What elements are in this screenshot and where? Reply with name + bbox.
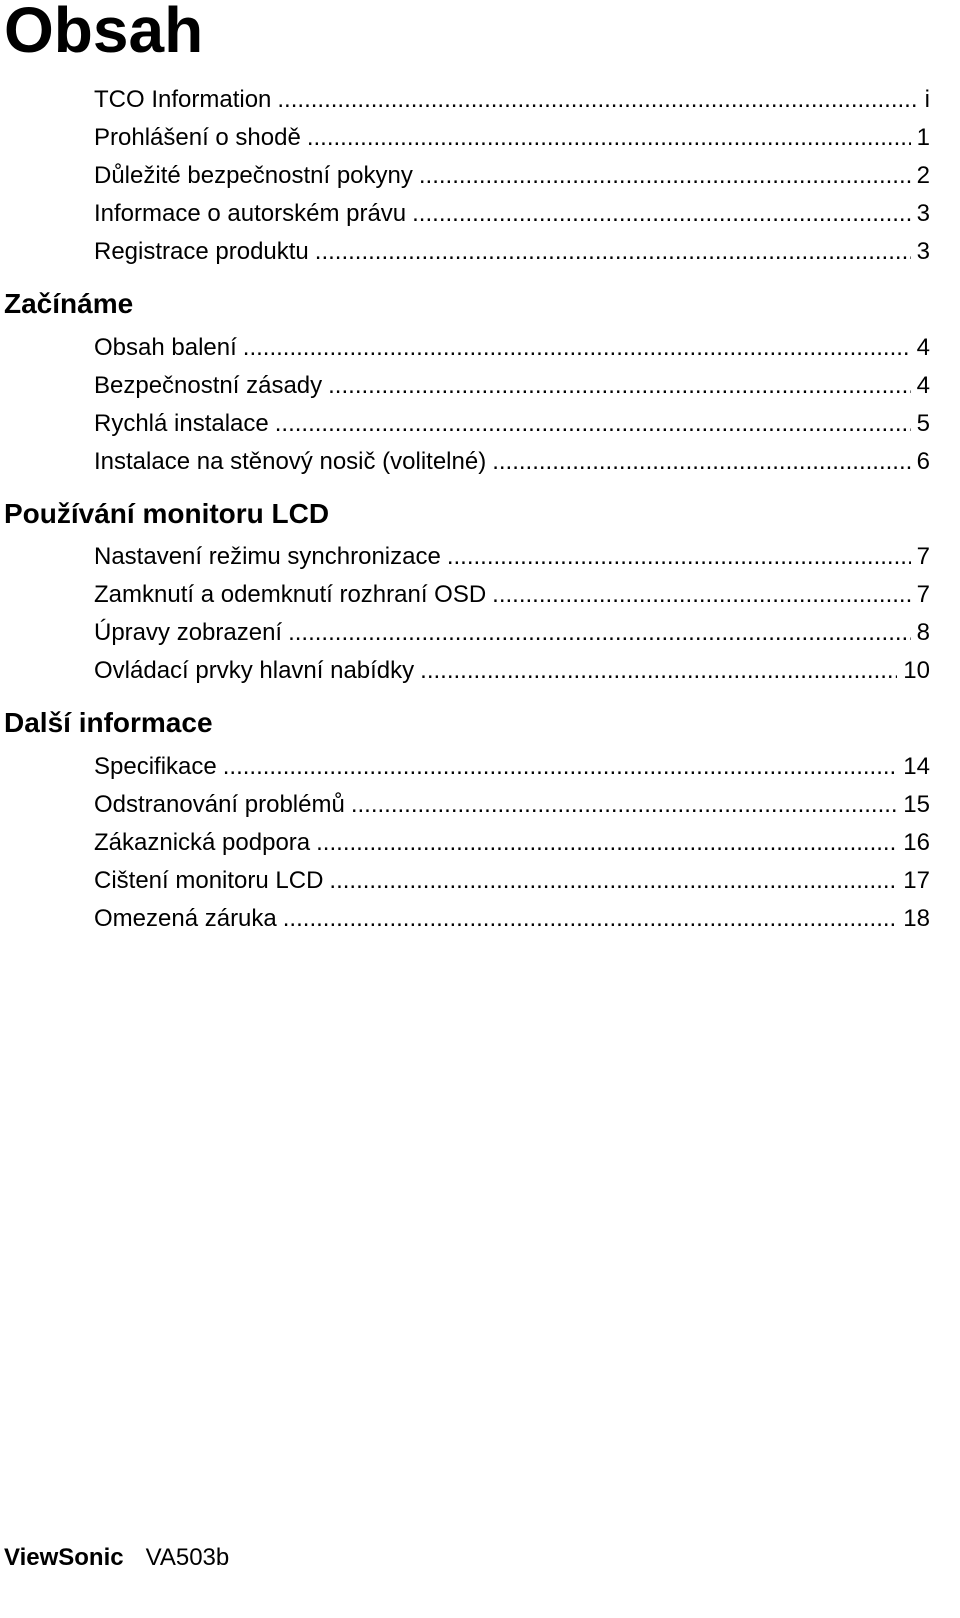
toc-entry-ovladaci-prvky-hlavni-nabidky[interactable] xyxy=(94,652,930,690)
dot-leader xyxy=(275,405,911,443)
section-heading-zaciname[interactable]: Začínáme xyxy=(4,288,134,319)
dot-leader xyxy=(243,329,911,367)
toc-entry-page: 5 xyxy=(916,410,930,437)
toc-entry-label: Zákaznická podpora xyxy=(94,829,311,856)
toc-entry-page: 18 xyxy=(903,905,930,932)
toc-entry-bezpecnostni-zasady[interactable] xyxy=(94,367,930,405)
toc-entry-dulezite-bezpecnostni-pokyny[interactable] xyxy=(94,157,930,195)
toc-entry-nastaveni-rezimu-synchronizace[interactable] xyxy=(94,538,930,576)
dot-leader xyxy=(412,195,911,233)
toc-entry-label: Omezená záruka xyxy=(94,905,277,932)
toc-entry-label: TCO Information xyxy=(94,86,272,113)
toc-entry-page: 8 xyxy=(916,619,930,646)
toc-entry-specifikace[interactable] xyxy=(94,748,930,786)
dot-leader xyxy=(288,614,911,652)
toc-entry-page: i xyxy=(924,86,930,113)
page-title: Obsah xyxy=(4,0,204,66)
dot-leader xyxy=(307,119,911,157)
toc-entry-upravy-zobrazeni[interactable] xyxy=(94,614,930,652)
toc-entry-page: 15 xyxy=(903,791,930,818)
dot-leader xyxy=(315,233,911,271)
toc-entry-page: 7 xyxy=(916,581,930,608)
dot-leader xyxy=(447,538,911,576)
toc-entry-page: 6 xyxy=(916,448,930,475)
toc-entry-page: 16 xyxy=(903,829,930,856)
toc-entry-page: 2 xyxy=(916,162,930,189)
toc-entry-cisteni-monitoru-lcd[interactable] xyxy=(94,862,930,900)
toc-entry-label: Odstranování problémů xyxy=(94,791,345,818)
toc-entry-zakaznicka-podpora[interactable] xyxy=(94,824,930,862)
toc-entry-label: Zamknutí a odemknutí rozhraní OSD xyxy=(94,581,487,608)
toc-entry-label: Instalace na stěnový nosič (volitelné) xyxy=(94,448,487,475)
toc-entry-page: 10 xyxy=(903,657,930,684)
toc-entry-page: 17 xyxy=(903,867,930,894)
footer-model: VA503b xyxy=(145,1544,230,1571)
dot-leader xyxy=(316,824,897,862)
section-heading-pouzivani-monitoru-lcd[interactable]: Používání monitoru LCD xyxy=(4,498,330,529)
toc-entry-label: Úpravy zobrazení xyxy=(94,619,283,646)
dot-leader xyxy=(420,652,897,690)
toc-entry-page: 1 xyxy=(916,124,930,151)
section-heading-dalsi-informace[interactable]: Další informace xyxy=(4,707,213,738)
toc-entry-label: Rychlá instalace xyxy=(94,410,269,437)
toc-entry-registrace-produktu[interactable] xyxy=(94,233,930,271)
toc-entry-prohlaseni-o-shode[interactable] xyxy=(94,119,930,157)
dot-leader xyxy=(283,900,898,938)
toc-entry-obsah-baleni[interactable] xyxy=(94,329,930,367)
toc-entry-informace-o-autorskem-pravu[interactable] xyxy=(94,195,930,233)
dot-leader xyxy=(223,748,898,786)
toc-entry-page: 3 xyxy=(916,238,930,265)
toc-entry-page: 7 xyxy=(916,543,930,570)
toc-entry-odstranovani-problemu[interactable] xyxy=(94,786,930,824)
toc-entry-label: Nastavení režimu synchronizace xyxy=(94,543,441,570)
footer-brand: ViewSonic xyxy=(4,1544,124,1571)
dot-leader xyxy=(351,786,897,824)
toc-entry-label: Informace o autorském právu xyxy=(94,200,407,227)
dot-leader xyxy=(277,81,918,119)
dot-leader xyxy=(328,367,911,405)
dot-leader xyxy=(419,157,911,195)
toc-entry-rychla-instalace[interactable] xyxy=(94,405,930,443)
toc-entry-label: Důležité bezpečnostní pokyny xyxy=(94,162,413,189)
dot-leader xyxy=(492,576,910,614)
toc-entry-page: 4 xyxy=(916,372,930,399)
dot-leader xyxy=(329,862,897,900)
toc-entry-page: 3 xyxy=(916,200,930,227)
toc-entry-label: Specifikace xyxy=(94,753,217,780)
toc-entry-label: Cištení monitoru LCD xyxy=(94,867,324,894)
toc-entry-label: Obsah balení xyxy=(94,334,237,361)
toc-entry-zamknuti-a-odemknuti-osd[interactable] xyxy=(94,576,930,614)
toc-entry-omezena-zaruka[interactable] xyxy=(94,900,930,938)
toc-entry-page: 4 xyxy=(916,334,930,361)
toc-entry-page: 14 xyxy=(903,753,930,780)
page-footer xyxy=(4,1540,229,1576)
toc-entry-label: Bezpečnostní zásady xyxy=(94,372,323,399)
toc-entry-label: Prohlášení o shodě xyxy=(94,124,301,151)
toc-entry-label: Registrace produktu xyxy=(94,238,309,265)
dot-leader xyxy=(492,443,910,481)
toc-entry-instalace-na-stenovy-nosic[interactable] xyxy=(94,443,930,481)
toc-entry-label: Ovládací prvky hlavní nabídky xyxy=(94,657,415,684)
toc-entry-tco-information[interactable] xyxy=(94,81,930,119)
